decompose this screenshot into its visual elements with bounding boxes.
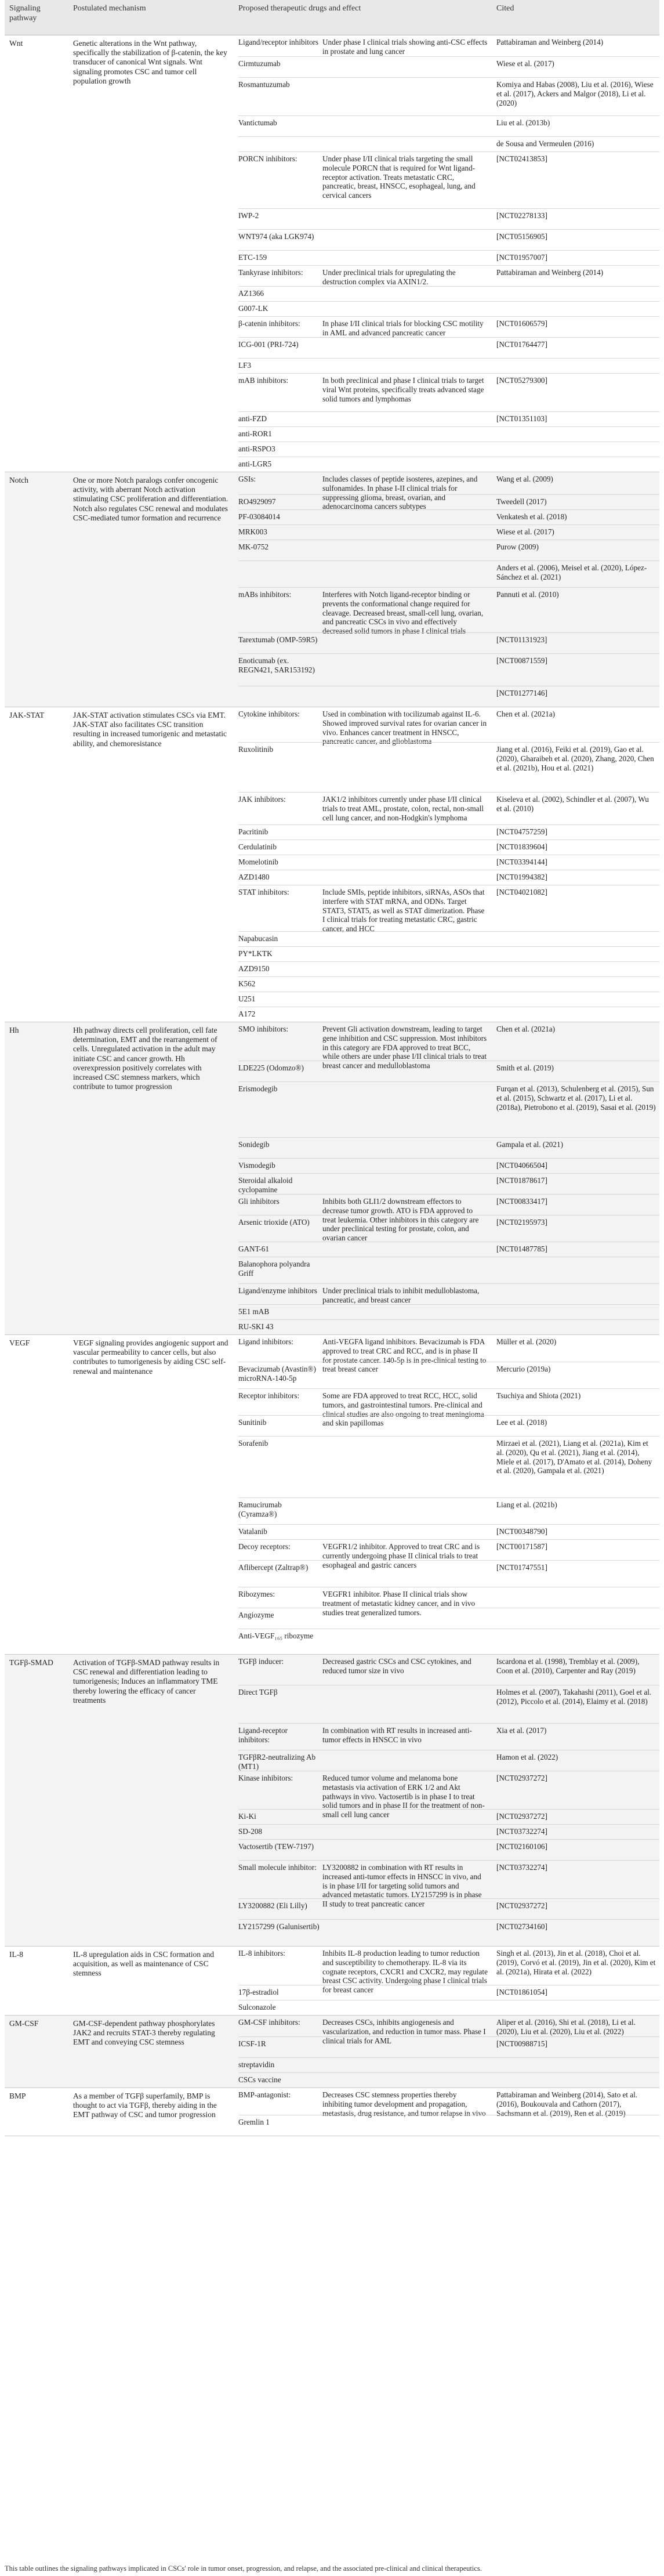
drug-name: MK-0752 — [238, 542, 269, 551]
pathway-mechanism: IL-8 upregulation aids in CSC formation and acquisition, as well as maintenance of CSC stemness — [73, 1950, 214, 1978]
table-row — [238, 946, 659, 962]
drug-effect: Interferes with Notch ligand-receptor binding or prevents the conformational change required for cleavage. Decreased breast, small-cell lung, ovarian, and pancreatic CSCs in vivo and effectively decreased solid tumors in phase I clinical trials — [322, 590, 484, 636]
drug-name: Direct TGFβ — [238, 1688, 278, 1696]
table-row — [238, 1839, 659, 1861]
table-row — [238, 1809, 659, 1825]
drug-name: Steroidal alkaloid cyclopamine — [238, 1176, 293, 1194]
drug-name: Tankyrase inhibitors: — [238, 268, 303, 277]
drug-name: streptavidin — [238, 2060, 275, 2069]
pathway-group — [5, 2016, 659, 2088]
citation: Wiese et al. (2017) — [496, 59, 554, 68]
drug-effect: Under phase I clinical trials showing anti-CSC effects in prostate and lung cancer — [322, 38, 488, 56]
drug-name: Aflibercept (Zaltrap®) — [238, 1563, 309, 1572]
drug-name: β-catenin inhibitors: — [238, 319, 300, 328]
table-row — [238, 1137, 659, 1159]
header-drugs: Proposed therapeutic drugs and effect — [238, 4, 361, 13]
table-row — [238, 1685, 659, 1724]
drug-name: LY3200882 (Eli Lilly) — [238, 1901, 307, 1910]
drug-name: anti-RSPO3 — [238, 444, 275, 453]
citation: Furqan et al. (2013), Schulenberg et al. (2015), Sun et al. (2015), Schwartz et al. (2017), Li et al. (2018a), Pietrobono et al. (2019), Sasai et al. (2019) — [496, 1084, 656, 1112]
table-row — [238, 686, 659, 707]
citation: Lee et al. (2018) — [496, 1418, 547, 1427]
drug-name: CSCs vaccine — [238, 2075, 281, 2084]
table-footnote: This table outlines the signaling pathways implicated in CSCs' role in tumor onset, progression, and relapse, and the associated pre-clinical and clinical therapeutics. — [5, 2564, 482, 2573]
drug-name: Sorafenib — [238, 1439, 268, 1448]
citation: [NCT01747551] — [496, 1563, 547, 1572]
pathway-mechanism: Hh pathway directs cell proliferation, cell fate determination, EMT and the rearrangement of cells. Unregulated activation in the adult may initiate CSC and cancer growth. Hh overexpression positively correlates with increased CSC stemness markers, which contribute to tumor progression — [73, 1026, 217, 1091]
drug-name: AZD1480 — [238, 873, 270, 881]
citation: [NCT04757259] — [496, 827, 547, 836]
drug-name: Bevacizumab (Avastin®) microRNA-140-5p — [238, 1365, 316, 1383]
citation: [NCT01277146] — [496, 689, 547, 697]
drug-name: Ki-Ki — [238, 1812, 256, 1821]
drug-name: PY*LKTK — [238, 949, 273, 958]
drug-name: IL-8 inhibitors: — [238, 1949, 285, 1958]
table-row — [238, 1750, 659, 1771]
table-body — [5, 35, 659, 2136]
drug-name: Ligand/receptor inhibitors — [238, 38, 319, 46]
pathway-name: JAK-STAT — [9, 711, 45, 719]
table-row — [238, 35, 659, 56]
citation: [NCT01606579] — [496, 319, 547, 328]
drug-effect: In combination with RT results in increased anti-tumor effects in HNSCC in vivo — [322, 1726, 472, 1744]
drug-effect: In phase I/II clinical trials for blocking CSC motility in AML and advanced pancreatic cancer — [322, 319, 484, 337]
pathway-group — [5, 1947, 659, 2016]
drug-name: JAK inhibitors: — [238, 795, 286, 804]
citation: Hamon et al. (2022) — [496, 1753, 558, 1761]
citation: [NCT02195973] — [496, 1218, 547, 1227]
table-header — [5, 0, 659, 35]
citation: Pannuti et al. (2010) — [496, 590, 559, 599]
pathway-mechanism: Activation of TGFβ-SMAD pathway results in CSC renewal and differentiation leading to tumorigenesis; Induces an inflammatory TME thereby lowering the efficacy of cancer treatments — [73, 1658, 220, 1705]
table-row — [238, 1242, 659, 1257]
drug-name: Erismodegib — [238, 1084, 278, 1093]
drug-name: Ligand/enzyme inhibitors — [238, 1286, 317, 1295]
drug-name: Sonidegib — [238, 1140, 270, 1149]
drug-name: mABs inhibitors: — [238, 590, 292, 599]
citation: [NCT02734160] — [496, 1922, 547, 1931]
citation: [NCT02413853] — [496, 154, 547, 163]
table-row — [238, 316, 659, 338]
table-row — [238, 337, 659, 359]
drug-name: Gremlin 1 — [238, 2118, 270, 2126]
drug-name: ICSF-1R — [238, 2039, 266, 2048]
citation: [NCT05156905] — [496, 232, 547, 241]
table-row — [238, 653, 659, 686]
citation: [NCT01839604] — [496, 842, 547, 851]
citation: [NCT03732274] — [496, 1863, 547, 1872]
drug-name: Vatalanib — [238, 1527, 267, 1536]
citation: [NCT04021082] — [496, 888, 547, 896]
drug-effect: Includes classes of peptide isosteres, azepines, and sulfonamides. In phase I-II clinical trials for suppressing glioma, breast, ovarian, and adenocarcinoma cancers subtypes — [322, 475, 478, 511]
table-row — [238, 1629, 659, 1655]
pathway-mechanism: GM-CSF-dependent pathway phosphorylates JAK2 and recruits STAT-3 thereby regulating EMT and conveying CSC stemness — [73, 2019, 215, 2047]
table-row — [238, 426, 659, 442]
citation: Pattabiraman and Weinberg (2014), Sato et al. (2016), Boukouvala and Cathorn (2017), Sachsmann et al. (2019), Ren et al. (2019) — [496, 2090, 638, 2118]
citation: Purow (2009) — [496, 542, 539, 551]
citation: Holmes et al. (2007), Takahashi (2011), Goel et al. (2012), Piccolo et al. (2014), Elaimy et al. (2018) — [496, 1688, 652, 1706]
drug-name: AZD9150 — [238, 964, 270, 973]
drug-name: Pacritinib — [238, 827, 268, 836]
drug-effect: Anti-VEGFA ligand inhibitors. Bevacizumab is FDA approved to treat CRC and RCC, and is in phase II for prostate cancer. 140-5p is in pre-clinical testing to treat breast cancer — [322, 1337, 487, 1374]
drug-name: Rosmantuzumab — [238, 80, 290, 89]
citation: [NCT03394144] — [496, 858, 547, 866]
citation: Pattabiraman and Weinberg (2014) — [496, 38, 604, 46]
citation: [NCT03732274] — [496, 1827, 547, 1836]
pathway-name: VEGF — [9, 1338, 30, 1347]
citation: [NCT00988715] — [496, 2039, 547, 2048]
table-row — [238, 1081, 659, 1138]
table-row — [238, 707, 659, 746]
drug-name: Ramucirumab (Cyramza®) — [238, 1500, 282, 1518]
drug-name: MRK003 — [238, 527, 267, 536]
table-row — [238, 2115, 659, 2136]
drug-name: BMP-antagonist: — [238, 2090, 291, 2099]
table-row — [238, 870, 659, 885]
drug-name: Enoticumab (ex. REGN421, SAR153192) — [238, 656, 315, 674]
table-row — [238, 1497, 659, 1525]
drug-name: WNT974 (aka LGK974) — [238, 232, 314, 241]
drug-name: Arsenic trioxide (ATO) — [238, 1218, 310, 1227]
drug-effect: Include SMIs, peptide inhibitors, siRNAs, ASOs that interfere with STAT mRNA, and ODNs. Target STAT3, STAT5, as well as STAT dimerization. Phase I clinical trials for treating metastatic CRC, gastric cancer, and HCC — [322, 888, 485, 934]
table-row — [238, 2072, 659, 2088]
citation: [NCT01131923] — [496, 635, 547, 644]
table-row — [238, 540, 659, 561]
table-row — [238, 1362, 659, 1389]
citation: Pattabiraman and Weinberg (2014) — [496, 268, 604, 277]
drug-name: anti-ROR1 — [238, 429, 272, 438]
drug-name: Angiozyme — [238, 1611, 274, 1619]
drug-effect: VEGFR1 inhibitor. Phase II clinical trials show treatment of metastatic kidney cancer, and in vivo studies treat generalized tumors. — [322, 1590, 476, 1617]
drug-name: PF-03084014 — [238, 512, 280, 521]
table-row — [238, 442, 659, 457]
drug-name: Small molecule inhibitor: — [238, 1863, 317, 1872]
table-row — [238, 151, 659, 209]
table-row — [238, 931, 659, 947]
table-row — [238, 1257, 659, 1284]
drug-name: ICG-001 (PRI-724) — [238, 340, 299, 349]
drug-name: AZ1366 — [238, 289, 264, 298]
pathway-name: Hh — [9, 1026, 19, 1034]
drug-effect: Prevent Gli activation downstream, leading to target gene inhibition and CSC suppression. Most inhibitors in this category are FDA approved to treat BCC, while others are under phase I/II clinical trials to treat breast cancer and medulloblastoma — [322, 1025, 487, 1070]
drug-effect: Inhibits IL-8 production leading to tumor reduction and susceptibility to chemotherapy. IL-8 via its cognate receptors, CXCR1 and CXCR2, may regulate breast CSC activity. Undergoing phase I clinical trials for breast cancer — [322, 1949, 488, 1995]
drug-name: anti-FZD — [238, 414, 267, 423]
drug-name: RO4929097 — [238, 497, 276, 506]
drug-name: GSIs: — [238, 475, 256, 483]
table-row — [238, 1304, 659, 1320]
citation: Kiseleva et al. (2002), Schindler et al. (2007), Wu et al. (2010) — [496, 795, 649, 813]
citation: [NCT02937272] — [496, 1774, 547, 1782]
table-row — [238, 286, 659, 302]
citation: Wiese et al. (2017) — [496, 527, 554, 536]
citation: [NCT00171587] — [496, 1542, 547, 1551]
drug-name: Vantictumab — [238, 118, 277, 127]
citation: [NCT02160106] — [496, 1842, 547, 1851]
pathway-group — [5, 1655, 659, 1947]
table-row — [238, 1985, 659, 2000]
pathway-mechanism: VEGF signaling provides angiogenic support and vascular permeability to cancer cells, but also contributes to tumorigenesis by aiding CSC self-renewal and maintenance — [73, 1338, 228, 1376]
header-pathway: Signaling pathway — [9, 4, 41, 23]
drug-name: GANT-61 — [238, 1244, 269, 1253]
table-row — [238, 1723, 659, 1750]
table-row — [238, 373, 659, 412]
table-row — [238, 587, 659, 636]
drug-name: SD-208 — [238, 1827, 263, 1836]
citation: [NCT02937272] — [496, 1812, 547, 1821]
pathway-group — [5, 1335, 659, 1655]
pathway-mechanism: Genetic alterations in the Wnt pathway, specifically the stabilization of β-catenin, the key transducer of canonical Wnt signals. Wnt signaling promotes CSC and tumor cell population growth — [73, 39, 227, 85]
drug-name: Momelotinib — [238, 858, 278, 866]
citation: Tweedell (2017) — [496, 497, 547, 506]
drug-name: Kinase inhibitors: — [238, 1774, 293, 1782]
table-row — [238, 1919, 659, 1947]
table-row — [238, 494, 659, 510]
pathway-group — [5, 1022, 659, 1335]
drug-effect: VEGFR1/2 inhibitor. Approved to treat CRC and is currently undergoing phase II clinical trials to treat esophageal and gastric cancers — [322, 1542, 480, 1569]
table-row — [238, 840, 659, 855]
drug-name: LY2157299 (Galunisertib) — [238, 1922, 320, 1931]
table-row — [238, 1415, 659, 1437]
table-row — [238, 560, 659, 588]
table-row — [238, 742, 659, 793]
table-row — [238, 229, 659, 251]
citation: Smith et al. (2019) — [496, 1063, 554, 1072]
drug-effect: JAK1/2 inhibitors currently under phase I/II clinical trials to treat AML, prostate, colon, rectal, non-small cell lung cancer, and non-Hodgkin's lymphoma — [322, 795, 484, 822]
pathway-group — [5, 472, 659, 707]
citation: [NCT01861054] — [496, 1988, 547, 1996]
table-row — [238, 1824, 659, 1840]
drug-name: A172 — [238, 1010, 256, 1018]
table-row — [238, 56, 659, 78]
table-row — [238, 457, 659, 472]
table-row — [238, 1560, 659, 1587]
table-row — [238, 1061, 659, 1082]
citation: Jiang et al. (2016), Feiki et al. (2019), Gao et al. (2020), Gharaibeh et al. (2020), Zhang, 2020, Chen et al. (2021b), Hou et al. (2021) — [496, 745, 654, 772]
table-row — [238, 976, 659, 992]
drug-effect: Used in combination with tocilizumab against IL-6. Showed improved survival rates for ovarian cancer in vivo. Enhances cancer treatment in HNSCC, pancreatic cancer, and glioblastoma — [322, 710, 487, 746]
pathway-name: BMP — [9, 2092, 26, 2100]
drug-name: ETC-159 — [238, 253, 267, 262]
pathway-mechanism: One or more Notch paralogs confer oncogenic activity, with aberrant Notch activation stimulating CSC proliferation and differentiation. Notch also regulates CSC renewal and modulates CSC-mediated tumor formation and recurrence — [73, 476, 228, 522]
table-row — [238, 2000, 659, 2016]
drug-name: RU-SKI 43 — [238, 1322, 274, 1331]
drug-name: Anti-VEGF₁₆₅ ribozyme — [238, 1631, 314, 1640]
drug-name: Cerdulatinib — [238, 842, 277, 851]
pathway-group — [5, 707, 659, 1022]
citation: [NCT01764477] — [496, 340, 547, 349]
table-row — [238, 2088, 659, 2118]
drug-effect: Reduced tumor volume and melanoma bone metastasis via activation of ERK 1/2 and Akt pathways in vivo. Vactosertib is in phase I to treat solid tumors and in phase II for the treatment of non-small cell lung cancer — [322, 1774, 485, 1819]
table-row — [238, 358, 659, 374]
drug-name: GM-CSF inhibitors: — [238, 2018, 300, 2027]
table-row — [238, 1319, 659, 1335]
table-row — [238, 992, 659, 1007]
drug-effect: Decreases CSCs, inhibits angiogenesis and vascularization, and reduction in tumor mass. Phase I clinical trials for AML — [322, 2018, 486, 2045]
drug-name: Ribozymes: — [238, 1590, 275, 1598]
drug-effect: LY3200882 in combination with RT results in increased anti-tumor effects in HNSCC in vivo, and is in phase I/II for targeting solid tumors and advanced metastatic tumors. LY2157299 is in phase II study to treat pancreatic cancer — [322, 1863, 482, 1909]
drug-name: U251 — [238, 994, 256, 1003]
table-row — [238, 77, 659, 116]
citation: Liu et al. (2013b) — [496, 118, 550, 127]
table-row — [238, 208, 659, 230]
drug-name: IWP-2 — [238, 211, 259, 220]
drug-name: Sulconazole — [238, 2003, 276, 2011]
pathway-mechanism: JAK-STAT activation stimulates CSCs via EMT. JAK-STAT also facilitates CSC transition resulting in increased tumorigenic and metastatic ability, and chemoresistance — [73, 711, 227, 748]
citation: Tsuchiya and Shiota (2021) — [496, 1391, 581, 1400]
table-row — [238, 301, 659, 317]
drug-effect: Decreases CSC stemness properties thereby inhibiting tumor development and propagation, metastasis, drug resistance, and tumor relapse in vivo — [322, 2090, 486, 2118]
citation: Wang et al. (2009) — [496, 475, 553, 483]
header-mechanism: Postulated mechanism — [73, 4, 146, 13]
drug-name: SMO inhibitors: — [238, 1025, 289, 1033]
table-row — [238, 855, 659, 870]
drug-name: Balanophora polyandra Griff — [238, 1260, 310, 1278]
pathway-name: TGFβ-SMAD — [9, 1658, 53, 1667]
header-cited: Cited — [496, 4, 514, 13]
pathway-name: GM-CSF — [9, 2019, 39, 2028]
table-row — [238, 1655, 659, 1685]
citation: [NCT00348790] — [496, 1527, 547, 1536]
citation: Komiya and Habas (2008), Liu et al. (2016), Wiese et al. (2017), Ackers and Malgor (2018), Li et al. (2020) — [496, 80, 654, 107]
drug-name: K562 — [238, 979, 256, 988]
citation: Singh et al. (2013), Jin et al. (2018), Choi et al. (2019), Corvó et al. (2019), Jin et al. (2020), Kim et al. (2021a), Hirata et al. (2022) — [496, 1949, 656, 1976]
drug-name: PORCN inhibitors: — [238, 154, 297, 163]
signaling-pathway-table — [5, 0, 659, 2136]
drug-name: Vismodegib — [238, 1161, 275, 1170]
drug-name: TGFβ inducer: — [238, 1657, 284, 1666]
citation: [NCT01351103] — [496, 414, 547, 423]
drug-name: Gli inhibitors — [238, 1197, 280, 1206]
table-row — [238, 509, 659, 525]
drug-name: LDE225 (Odomzo®) — [238, 1063, 304, 1072]
table-row — [238, 824, 659, 840]
citation: Aliper et al. (2016), Shi et al. (2018), Li et al. (2020), Liu et al. (2020), Liu et al. (2022) — [496, 2018, 636, 2036]
citation: [NCT01487785] — [496, 1244, 547, 1253]
table-row — [238, 1158, 659, 1174]
drug-name: Ligand inhibitors: — [238, 1337, 293, 1346]
drug-name: Napabucasin — [238, 934, 278, 943]
citation: [NCT01957007] — [496, 253, 547, 262]
drug-name: Cirmtuzumab — [238, 59, 281, 68]
drug-name: LF3 — [238, 361, 251, 370]
table-row — [238, 2057, 659, 2073]
drug-effect: Under preclinical trials to inhibit medulloblastoma, pancreatic, and breast cancer — [322, 1286, 480, 1304]
drug-name: Receptor inhibitors: — [238, 1391, 300, 1400]
table-row — [238, 1283, 659, 1305]
drug-name: STAT inhibitors: — [238, 888, 289, 896]
drug-name: anti-LGR5 — [238, 460, 272, 468]
drug-name: G007-LK — [238, 304, 268, 313]
table-row — [238, 1173, 659, 1195]
pathway-name: IL-8 — [9, 1950, 23, 1959]
citation: Iscardona et al. (1998), Tremblay et al. (2009), Coon et al. (2010), Carpenter and Ray (2019) — [496, 1657, 640, 1675]
drug-name: Decoy receptors: — [238, 1542, 291, 1551]
drug-effect: Some are FDA approved to treat RCC, HCC, solid tumors, and gastrointestinal tumors. Pre-clinical and clinical studies are also ongoing to treat meningioma and skin papillomas — [322, 1391, 484, 1428]
drug-effect: Under phase I/II clinical trials targeting the small molecule PORCN that is required for Wnt ligand-receptor activation. Treats metastatic CRC, pancreatic, breast, HNSCC, esophageal, lung, and cervical cancers — [322, 154, 476, 200]
table-row — [238, 1524, 659, 1540]
pathway-group — [5, 2088, 659, 2136]
table-row — [238, 1608, 659, 1629]
pathway-group — [5, 35, 659, 472]
table-row — [238, 632, 659, 654]
pathway-mechanism: As a member of TGFβ superfamily, BMP is thought to act via TGFβ, thereby aiding in the EMT pathway of CSC and tumor progression — [73, 2092, 217, 2119]
table-row — [238, 1215, 659, 1242]
table-row — [238, 411, 659, 427]
drug-name: Ruxolitinib — [238, 745, 274, 754]
citation: [NCT00871559] — [496, 656, 547, 665]
drug-name: mAB inhibitors: — [238, 376, 289, 385]
citation: Anders et al. (2006), Meisel et al. (2020), López-Sánchez et al. (2021) — [496, 563, 647, 581]
drug-effect: In both preclinical and phase I clinical trials to target viral Wnt proteins, specifically treats advanced stage solid tumors and lymphomas — [322, 376, 484, 403]
citation: [NCT05279300] — [496, 376, 547, 385]
table-row — [238, 885, 659, 932]
citation: [NCT00833417] — [496, 1197, 547, 1206]
pathway-name: Wnt — [9, 39, 23, 48]
table-row — [238, 792, 659, 825]
drug-effect: Inhibits both GLI1/2 downstream effectors to decrease tumor growth. ATO is FDA approved to treat leukemia. Other inhibitors in this category are under preclinical testing for prostate, colon, and ovarian cancer — [322, 1197, 479, 1243]
table-row — [238, 1898, 659, 1920]
drug-name: 5E1 mAB — [238, 1307, 270, 1316]
drug-name: TGFβR2-neutralizing Ab (MT1) — [238, 1753, 316, 1771]
table-row — [238, 250, 659, 266]
drug-effect: Decreased gastric CSCs and CSC cytokines, and reduced tumor size in vivo — [322, 1657, 471, 1675]
table-row — [238, 136, 659, 152]
citation: de Sousa and Vermeulen (2016) — [496, 139, 594, 148]
table-row — [238, 961, 659, 977]
drug-effect: Under preclinical trials for upregulating the destruction complex via AXIN1/2. — [322, 268, 456, 286]
citation: Mirzaei et al. (2021), Liang et al. (2021a), Kim et al. (2020), Qu et al. (2021), Jiang et al. (2014), Miele et al. (2017), D'Amato et al. (2014), Doheny et al. (2020), Gampala et al. (2021) — [496, 1439, 652, 1475]
citation: Xia et al. (2017) — [496, 1726, 547, 1735]
citation: Liang et al. (2021b) — [496, 1500, 557, 1509]
table-row — [238, 265, 659, 287]
citation: Mercurio (2019a) — [496, 1365, 551, 1373]
citation: Chen et al. (2021a) — [496, 1025, 556, 1033]
table-row — [238, 115, 659, 137]
drug-name: Sunitinib — [238, 1418, 267, 1427]
citation: [NCT04066504] — [496, 1161, 547, 1170]
citation: [NCT01994382] — [496, 873, 547, 881]
drug-name: 17β-estradiol — [238, 1988, 279, 1996]
drug-name: Tarextumab (OMP-59R5) — [238, 635, 318, 644]
citation: Gampala et al. (2021) — [496, 1140, 563, 1149]
drug-name: Vactosertib (TEW-7197) — [238, 1842, 314, 1851]
table-row — [238, 2036, 659, 2058]
citation: Venkatesh et al. (2018) — [496, 512, 567, 521]
table-row — [238, 1007, 659, 1022]
citation: Chen et al. (2021a) — [496, 710, 556, 718]
citation: [NCT02937272] — [496, 1901, 547, 1910]
table-row — [238, 1436, 659, 1498]
table-row — [238, 524, 659, 540]
drug-name: Cytokine inhibitors: — [238, 710, 300, 718]
citation: [NCT01878617] — [496, 1176, 547, 1185]
citation: [NCT02278133] — [496, 211, 547, 220]
citation: Müller et al. (2020) — [496, 1337, 557, 1346]
drug-name: Ligand-receptor inhibitors: — [238, 1726, 288, 1744]
pathway-name: Notch — [9, 476, 28, 484]
